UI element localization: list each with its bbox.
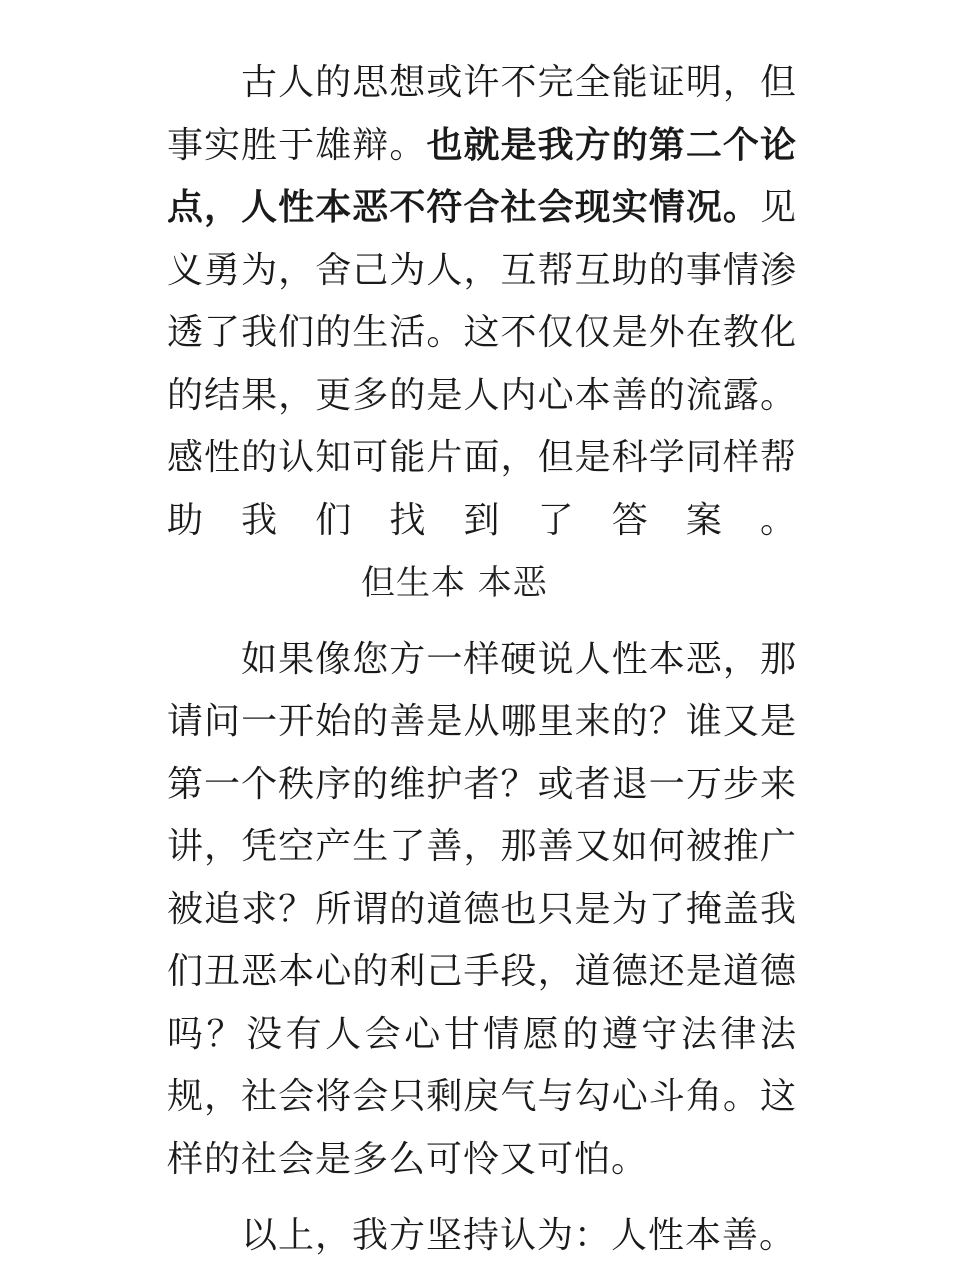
document-body	[167, 52, 797, 1268]
paragraph-rebuttal: 如果像您方一样硬说人性本恶，那请问一开始的善是从哪里来的？谁又是第一个秩序的维护者？或者退一万步来讲，凭空产生了善，那善又如何被推广被追求？所谓的道德也只是为了掩盖我们丑恶本心的利己手段，道德还是道德吗？没有人会心甘情愿的遵守法律法规，社会将会只剩戾气与勾心斗角。这样的社会是多么可怜又可怕。	[167, 638, 797, 1180]
paragraph-evidence	[167, 52, 797, 615]
paragraph1-intro: 古人的思想或许不完全能证明，但事实胜于雄辩。	[167, 62, 797, 166]
paragraph-conclusion: 以上，我方坚持认为：人性本善。	[241, 1215, 797, 1256]
paragraph1-fragment: 但生本 本恶	[361, 563, 548, 603]
second-argument-bold: 也就是我方的第二个论点，人性本恶不符合社会现实情况。	[167, 124, 797, 228]
paragraph1-body: 见义勇为，舍己为人，互帮互助的事情渗透了我们的生活。这不仅仅是外在教化的结果，更多的是人内心本善的流露。感性的认知可能片面，但是科学同样帮助我们找到了答案。	[167, 187, 797, 541]
